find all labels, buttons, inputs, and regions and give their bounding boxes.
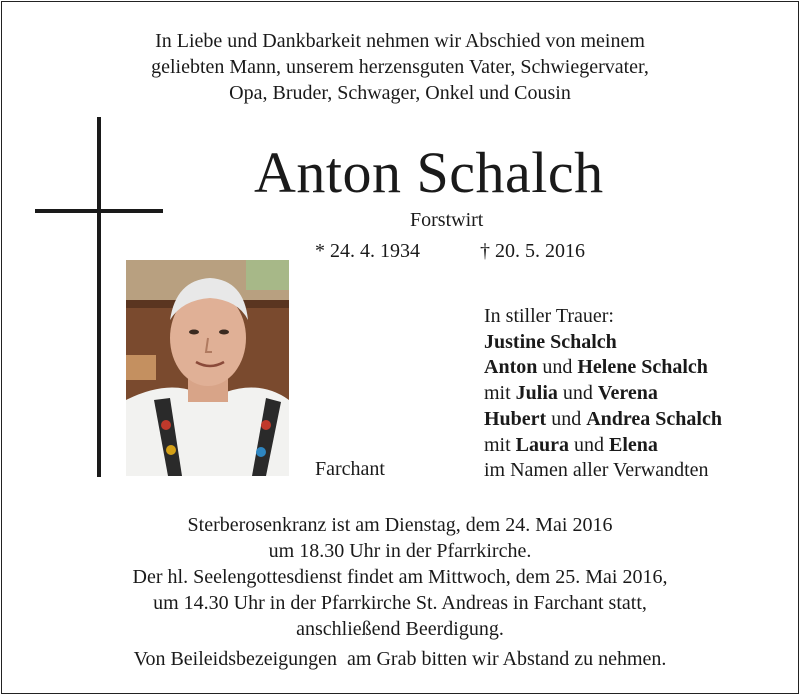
deceased-name: Anton Schalch [254,140,604,205]
mourner-line [484,381,722,407]
portrait-illustration [126,260,289,476]
mourners-list [484,304,722,484]
mourner-line [484,433,722,459]
death-date: † 20. 5. 2016 [480,240,585,262]
conjunction: und [546,407,587,430]
intro-line: Opa, Bruder, Schwager, Onkel und Cousin [229,82,571,104]
deceased-occupation: Forstwirt [410,209,484,231]
conjunction: und [537,356,578,379]
cross-vertical-bar [97,117,101,477]
intro-text [2,28,798,106]
service-line: Sterberosenkranz ist am Dienstag, dem 24. Mai 2016 [187,514,613,536]
condolence-note: Von Beileidsbezeigungen am Grab bitten wir Abstand zu nehmen. [133,648,667,670]
conjunction: und [557,382,598,405]
mourner-name: Julia [515,382,558,405]
mourner-name: Laura [515,433,570,456]
portrait-photo [126,260,289,476]
service-details [2,512,798,642]
mourner-line [484,407,722,433]
mourner-name: Hubert [484,407,547,430]
mourners-closing: im Namen aller Verwandten [484,459,709,482]
obituary-notice [1,1,799,694]
mourner-line [484,355,722,381]
mourners-heading: In stiller Trauer: [484,305,614,327]
service-line: Der hl. Seelengottesdienst findet am Mittwoch, dem 25. Mai 2016, [132,566,668,588]
mourner-name: Andrea Schalch [586,407,722,430]
intro-line: geliebten Mann, unserem herzensguten Vater, Schwiegervater, [151,56,649,78]
mourner-name: Anton [484,356,538,379]
mourner-name: Helene Schalch [577,356,708,379]
place-of-residence: Farchant [315,458,385,480]
intro-line: In Liebe und Dankbarkeit nehmen wir Abschied von meinem [155,30,645,52]
conjunction: mit [484,382,516,405]
conjunction: und [569,433,610,456]
mourner-name: Justine Schalch [484,330,617,353]
mourner-name: Elena [609,433,658,456]
service-line: um 18.30 Uhr in der Pfarrkirche. [268,540,532,562]
cross-horizontal-bar [35,209,163,213]
mourner-name: Verena [597,382,658,405]
service-line: anschließend Beerdigung. [296,618,504,640]
service-line: um 14.30 Uhr in der Pfarrkirche St. Andreas in Farchant statt, [153,592,647,614]
mourner-line [484,330,722,356]
conjunction: mit [484,433,516,456]
birth-date: * 24. 4. 1934 [315,240,420,262]
